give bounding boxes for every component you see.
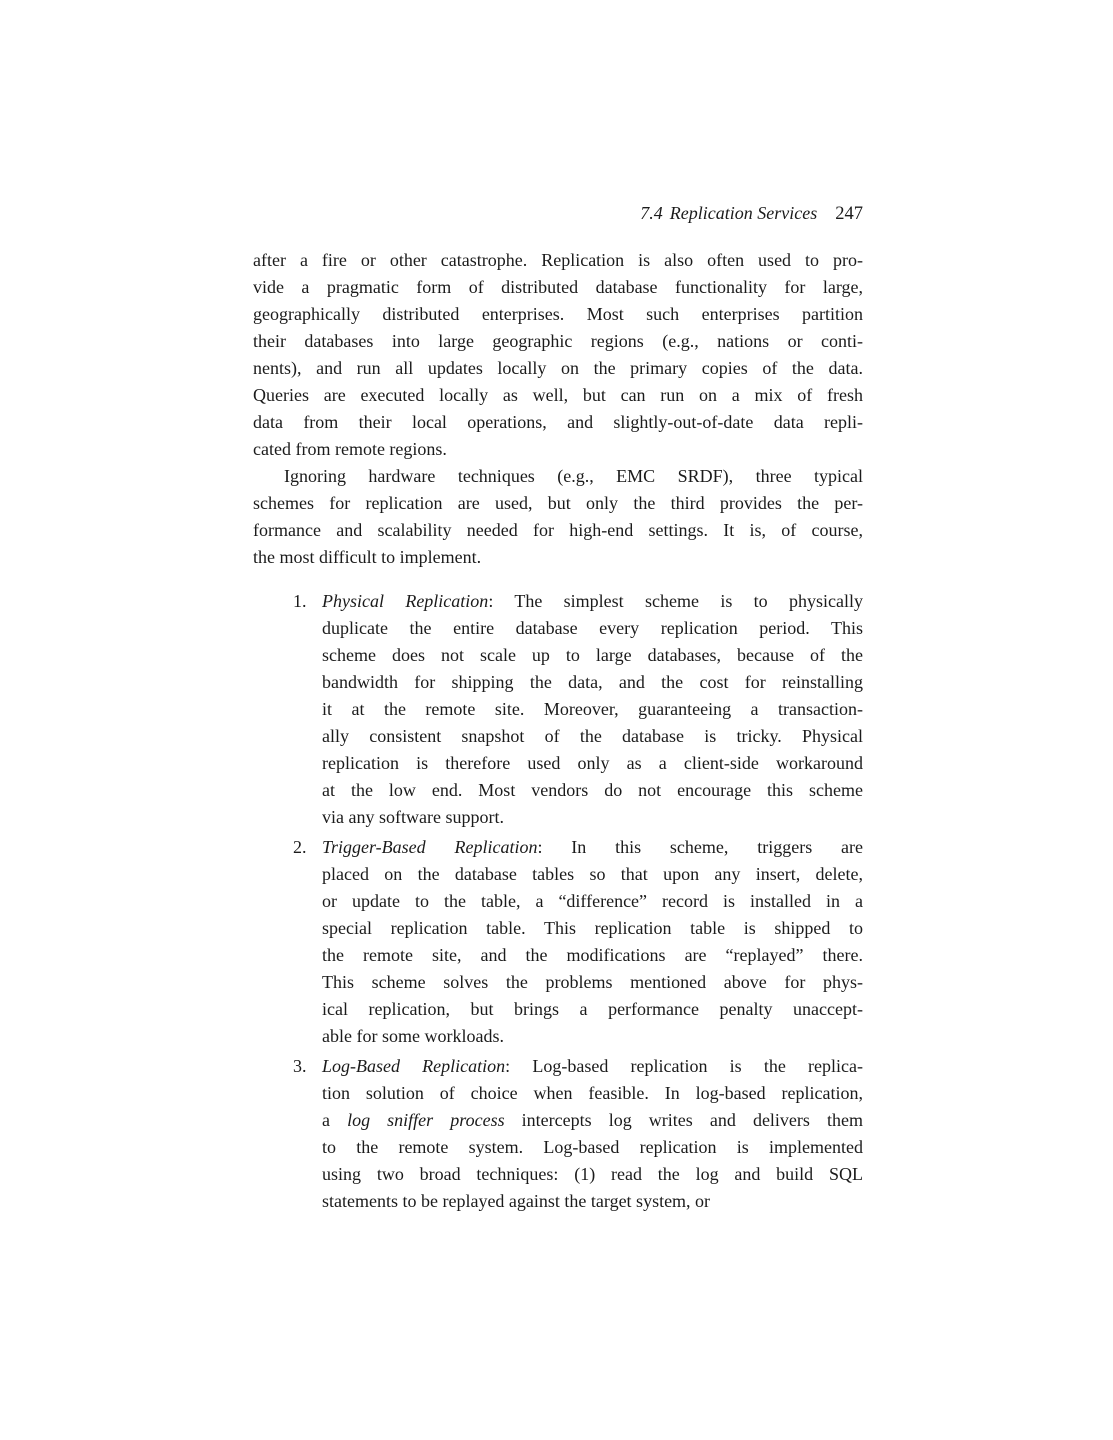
text-line [322, 777, 863, 804]
list-item [293, 1053, 863, 1215]
text-line [322, 669, 863, 696]
text-line [322, 888, 863, 915]
text-run: the remote site, and the modifications are “replayed” there. [322, 945, 863, 965]
text-run: or update to the table, a “difference” record is installed in a [322, 891, 863, 911]
text-run: Ignoring hardware techniques (e.g., EMC SRDF), three typical [284, 466, 863, 486]
text-column [253, 247, 863, 1218]
text-run: cated from remote regions. [253, 439, 447, 459]
text-line [253, 274, 863, 301]
text-run: tion solution of choice when feasible. In log-based replication, [322, 1083, 863, 1103]
text-run: it at the remote site. Moreover, guaranteeing a transaction- [322, 699, 863, 719]
list-item [293, 588, 863, 831]
text-run: the most difficult to implement. [253, 547, 482, 567]
text-line [322, 1161, 863, 1188]
text-run: at the low end. Most vendors do not encourage this scheme [322, 780, 863, 800]
text-line [253, 409, 863, 436]
text-run: Queries are executed locally as well, but can run on a mix of fresh [253, 385, 863, 405]
text-line [322, 1023, 863, 1050]
text-run: bandwidth for shipping the data, and the cost for reinstalling [322, 672, 863, 692]
list-item-number: 1. [293, 591, 307, 611]
text-run: : Log-based replication is the replica- [505, 1056, 863, 1076]
list-item-body [322, 1053, 863, 1215]
page-number: 247 [835, 204, 863, 224]
text-line [322, 750, 863, 777]
text-run: ical replication, but brings a performance penalty unaccept- [322, 999, 863, 1019]
text-run: This scheme solves the problems mentioned above for phys- [322, 972, 863, 992]
text-line [322, 723, 863, 750]
text-line [322, 1134, 863, 1161]
text-run: their databases into large geographic regions (e.g., nations or conti- [253, 331, 863, 351]
text-run: duplicate the entire database every replication period. This [322, 618, 863, 638]
text-line [322, 1188, 863, 1215]
text-line [253, 301, 863, 328]
text-line [322, 915, 863, 942]
text-run: nents), and run all updates locally on the primary copies of the data. [253, 358, 863, 378]
numbered-list [253, 588, 863, 1215]
text-line [322, 1053, 863, 1080]
text-run: placed on the database tables so that upon any insert, delete, [322, 864, 863, 884]
text-line [322, 834, 863, 861]
text-run: geographically distributed enterprises. Most such enterprises partition [253, 304, 863, 324]
text-line [253, 247, 863, 274]
text-line [322, 1080, 863, 1107]
text-run: data from their local operations, and slightly-out-of-date data repli- [253, 412, 863, 432]
text-run: intercepts log writes and delivers them [504, 1110, 863, 1130]
paragraph [253, 247, 863, 463]
text-line [253, 544, 863, 571]
text-run: ally consistent snapshot of the database is tricky. Physical [322, 726, 863, 746]
text-run: vide a pragmatic form of distributed database functionality for large, [253, 277, 863, 297]
text-run: statements to be replayed against the target system, or [322, 1191, 711, 1211]
text-run: replication is therefore used only as a client-side workaround [322, 753, 863, 773]
text-line [253, 436, 863, 463]
text-line [322, 996, 863, 1023]
italic-text-run: Log-Based Replication [322, 1056, 506, 1076]
text-run: a [322, 1110, 348, 1130]
text-line [322, 1107, 863, 1134]
text-line [253, 490, 863, 517]
text-run: : The simplest scheme is to physically [488, 591, 863, 611]
paragraph [253, 463, 863, 571]
text-run: using two broad techniques: (1) read the log and build SQL [322, 1164, 863, 1184]
text-run: via any software support. [322, 807, 504, 827]
section-title: Replication Services [669, 203, 818, 223]
text-line [322, 642, 863, 669]
text-line [253, 517, 863, 544]
list-item-body [322, 588, 863, 831]
text-run: to the remote system. Log-based replication is implemented [322, 1137, 863, 1157]
list-item-number: 3. [293, 1056, 307, 1076]
text-line [322, 804, 863, 831]
italic-text-run: Physical Replication [322, 591, 489, 611]
text-line [322, 861, 863, 888]
italic-text-run: log sniffer process [347, 1110, 505, 1130]
text-line [253, 463, 863, 490]
text-line [322, 588, 863, 615]
text-run: scheme does not scale up to large databases, because of the [322, 645, 863, 665]
text-run: able for some workloads. [322, 1026, 504, 1046]
text-line [322, 942, 863, 969]
text-run: : In this scheme, triggers are [537, 837, 864, 857]
text-line [253, 355, 863, 382]
text-run: schemes for replication are used, but only the third provides the per- [253, 493, 863, 513]
list-item [293, 834, 864, 1050]
list-item-number: 2. [293, 837, 307, 857]
text-run: formance and scalability needed for high-end settings. It is, of course, [253, 520, 863, 540]
text-line [253, 382, 863, 409]
text-line [322, 615, 863, 642]
running-header-section [640, 203, 817, 223]
running-header [253, 200, 863, 228]
text-line [253, 328, 863, 355]
italic-text-run: Trigger-Based Replication [322, 837, 538, 857]
section-number: 7.4 [640, 203, 663, 223]
text-line [322, 696, 863, 723]
list-item-body [322, 834, 863, 1050]
text-run: special replication table. This replication table is shipped to [322, 918, 863, 938]
text-run: after a fire or other catastrophe. Replication is also often used to pro- [253, 250, 863, 270]
text-line [322, 969, 863, 996]
